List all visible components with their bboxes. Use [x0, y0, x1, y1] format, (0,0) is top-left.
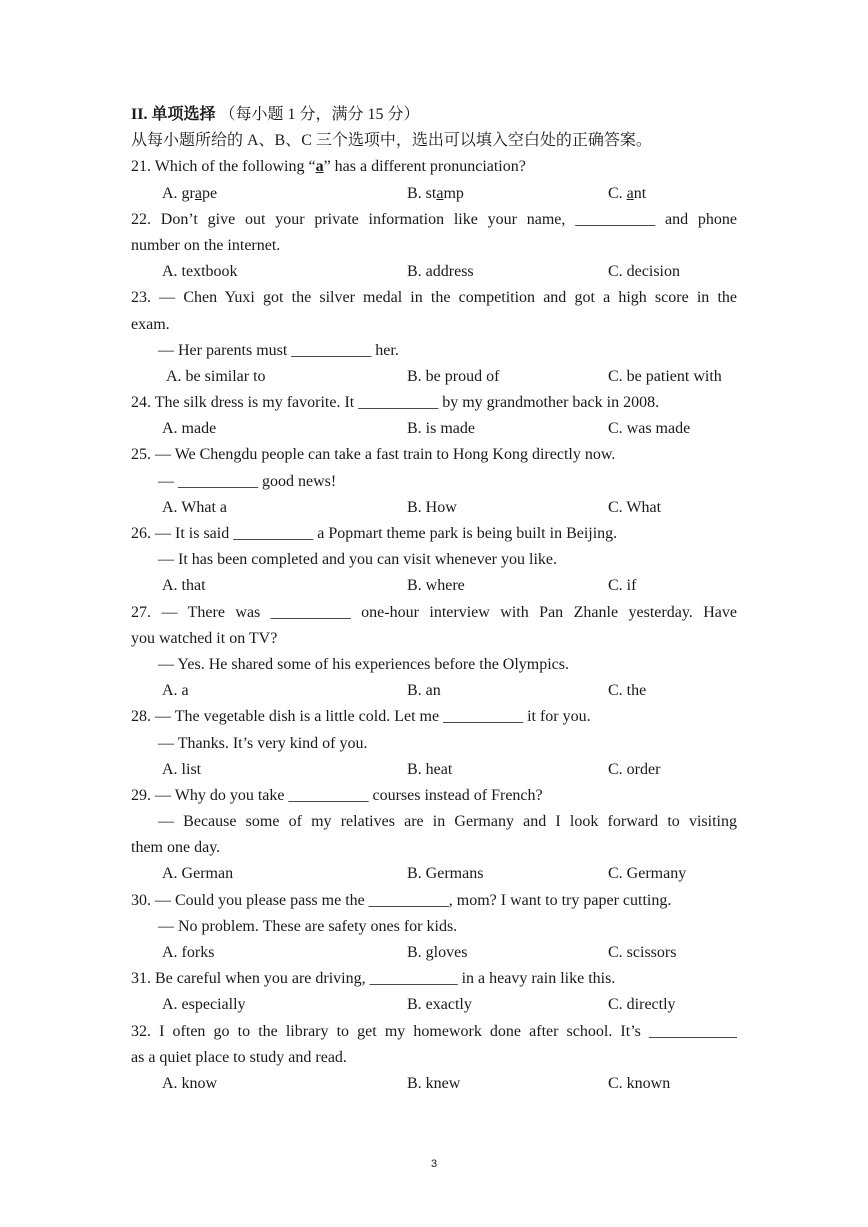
q28-option-b[interactable]: B. heat [407, 760, 453, 778]
question-23-options [131, 364, 737, 390]
q29-option-c[interactable]: C. Germany [608, 865, 687, 883]
q21-option-c[interactable]: C. ant [608, 184, 647, 202]
question-26-options [131, 573, 737, 599]
q23-option-b[interactable]: B. be proud of [407, 367, 500, 385]
question-32-stem-line2: as a quiet place to study and read. [131, 1048, 347, 1066]
q26-option-c[interactable]: C. if [608, 577, 637, 595]
question-25-options [131, 495, 737, 521]
question-28-stem-line2: — Thanks. It’s very kind of you. [158, 734, 368, 752]
q30-option-b[interactable]: B. gloves [407, 944, 468, 961]
q32-option-b[interactable]: B. knew [407, 1074, 461, 1092]
question-22-stem-line1: 22. Don’t give out your private information like your name, __________ and phone [131, 210, 737, 228]
question-25-stem-line1: 25. — We Chengdu people can take a fast train to Hong Kong directly now. [131, 446, 616, 464]
question-24-stem-line1: 24. The silk dress is my favorite. It __________ by my grandmother back in 2008. [131, 394, 660, 412]
question-29-stem-line3: them one day. [131, 839, 221, 857]
q22-option-a[interactable]: A. textbook [162, 263, 238, 281]
q30-option-a[interactable]: A. forks [162, 944, 215, 961]
question-21-stem [131, 154, 737, 180]
question-section [131, 102, 737, 1097]
q28-option-c[interactable]: C. order [608, 760, 661, 778]
question-28-options [131, 757, 737, 783]
q29-option-b[interactable]: B. Germans [407, 865, 484, 883]
question-27-stem-line2: you watched it on TV? [131, 629, 278, 647]
q26-option-b[interactable]: B. where [407, 577, 465, 595]
section-header [131, 102, 737, 128]
question-30-stem-line1: 30. — Could you please pass me the __________, mom? I want to try paper cutting. [131, 891, 672, 909]
q25-option-b[interactable]: B. How [407, 498, 457, 516]
q32-option-c[interactable]: C. known [608, 1074, 671, 1092]
q21-stem-before: 21. Which of the following “ [131, 158, 316, 176]
question-31-stem-line1: 31. Be careful when you are driving, ___________ in a heavy rain like this. [131, 970, 616, 988]
question-27-stem-line1: 27. — There was __________ one-hour interview with Pan Zhanle yesterday. Have [131, 603, 737, 621]
question-31-options [131, 992, 737, 1018]
question-27-options [131, 678, 737, 704]
question-32-options [131, 1071, 737, 1097]
question-24-options [131, 416, 737, 442]
section-note: （每小题 1 分，满分 15 分） [219, 106, 420, 123]
q27-option-c[interactable]: C. the [608, 682, 647, 700]
q27-option-a[interactable]: A. a [162, 682, 189, 700]
q28-option-a[interactable]: A. list [162, 760, 202, 778]
question-30-stem-line2: — No problem. These are safety ones for kids. [158, 917, 458, 935]
q31-option-c[interactable]: C. directly [608, 996, 676, 1014]
q25-option-a[interactable]: A. What a [162, 498, 228, 516]
section-instruction: 从每小题所给的 A、B、C 三个选项中，选出可以填入空白处的正确答案。 [131, 132, 652, 150]
question-29-options [131, 861, 737, 887]
q31-option-a[interactable]: A. especially [162, 996, 246, 1014]
question-26-stem-line2: — It has been completed and you can visit whenever you like. [158, 551, 557, 569]
question-32-stem-line1: 32. I often go to the library to get my homework done after school. It’s ___________ [131, 1022, 737, 1040]
q24-option-b[interactable]: B. is made [407, 420, 475, 438]
q27-option-b[interactable]: B. an [407, 682, 441, 700]
q24-option-a[interactable]: A. made [162, 420, 217, 438]
q21-option-a[interactable]: A. grape [162, 184, 218, 202]
question-29-stem-line1: 29. — Why do you take __________ courses instead of French? [131, 786, 543, 804]
q24-option-c[interactable]: C. was made [608, 420, 691, 438]
question-23-stem-line1: 23. — Chen Yuxi got the silver medal in the competition and got a high score in the [131, 289, 737, 307]
q21-stem-after: ” has a different pronunciation? [323, 158, 526, 176]
page-number: 3 [430, 1158, 438, 1170]
q23-option-a[interactable]: A. be similar to [166, 367, 266, 385]
question-21-options [131, 181, 737, 207]
question-29-stem-line2: — Because some of my relatives are in Germany and I look forward to visiting [158, 813, 737, 831]
q32-option-a[interactable]: A. know [162, 1074, 218, 1092]
question-22-options [131, 259, 737, 285]
question-25-stem-line2: — __________ good news! [158, 472, 337, 490]
question-27-stem-line3: — Yes. He shared some of his experiences before the Olympics. [158, 655, 570, 673]
q25-option-c[interactable]: C. What [608, 498, 662, 516]
q23-option-c[interactable]: C. be patient with [608, 367, 722, 385]
question-26-stem-line1: 26. — It is said __________ a Popmart theme park is being built in Beijing. [131, 525, 618, 542]
question-28-stem-line1: 28. — The vegetable dish is a little cold. Let me __________ it for you. [131, 708, 591, 726]
q31-option-b[interactable]: B. exactly [407, 996, 472, 1014]
q22-option-c[interactable]: C. decision [608, 263, 680, 281]
question-30-options [131, 940, 737, 966]
question-22-stem-line2: number on the internet. [131, 236, 281, 254]
q21-option-b[interactable]: B. stamp [407, 184, 464, 202]
section-number: II. [131, 106, 148, 123]
q29-option-a[interactable]: A. German [162, 865, 234, 883]
q21-stem-letter: a [315, 158, 324, 176]
question-23-stem-line2: exam. [131, 315, 170, 333]
q22-option-b[interactable]: B. address [407, 263, 474, 281]
q26-option-a[interactable]: A. that [162, 577, 206, 595]
q30-option-c[interactable]: C. scissors [608, 944, 677, 961]
section-title: 单项选择 [151, 106, 216, 123]
question-23-stem-line3: — Her parents must __________ her. [158, 341, 399, 359]
